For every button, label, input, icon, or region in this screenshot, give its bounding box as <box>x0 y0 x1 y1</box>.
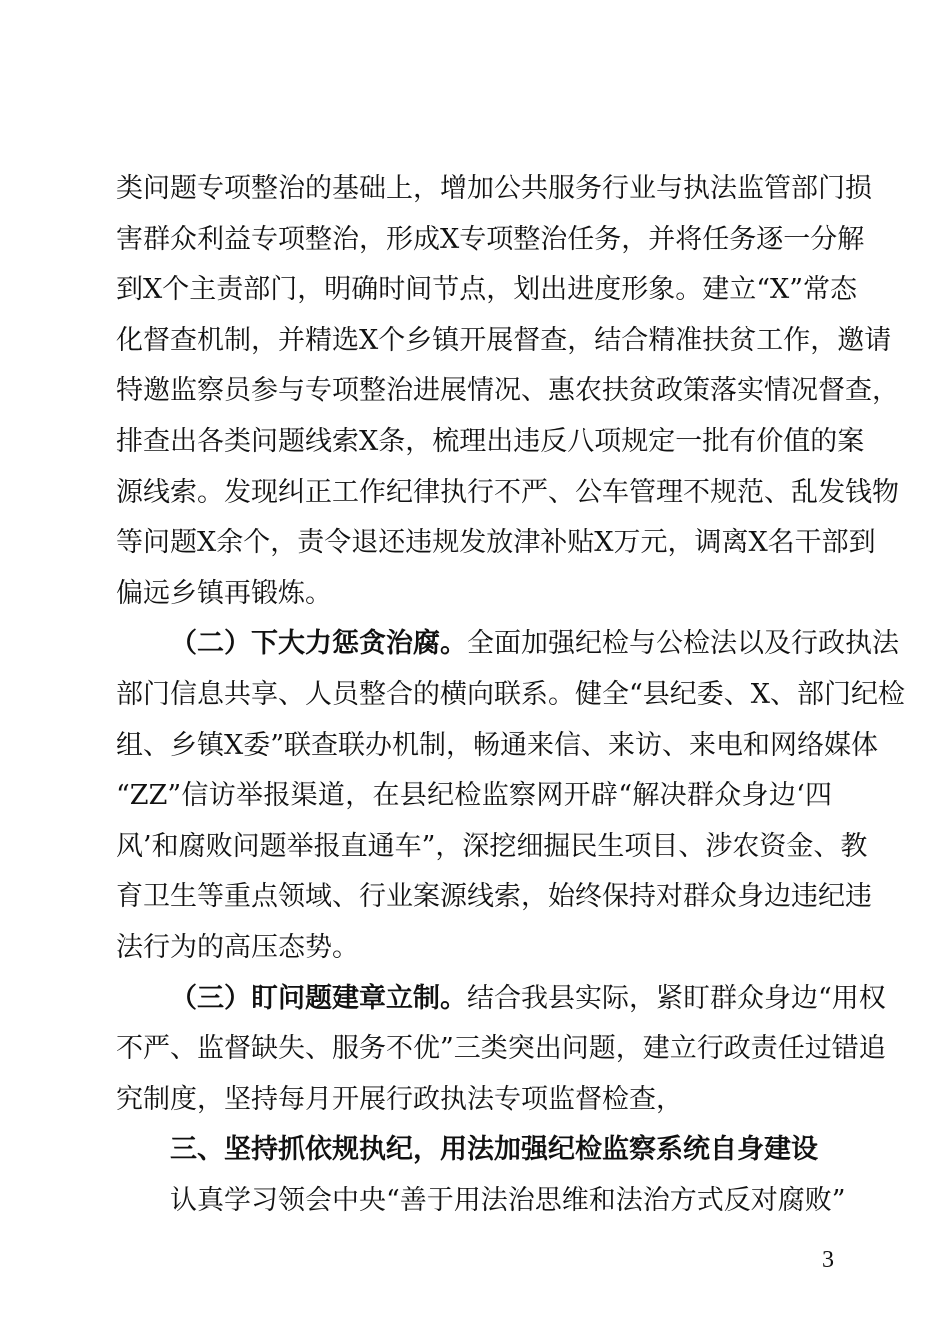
paragraph-line: 偏远乡镇再锻炼。 <box>116 577 332 609</box>
section-2-first-line <box>116 619 899 670</box>
paragraph-line: 究制度，坚持每月开展行政执法专项监督检查， <box>116 1083 683 1115</box>
paragraph-line: 排查出各类问题线索X条，梳理出违反八项规定一批有价值的案 <box>116 425 865 457</box>
section-2-first-line-text: 全面加强纪检与公检法以及行政执法 <box>467 628 899 660</box>
section-3-first-line <box>116 974 886 1025</box>
paragraph-line: 风’和腐败问题举报直通车”，深挖细掘民生项目、涉农资金、教 <box>116 830 868 862</box>
paragraph-line: 源线索。发现纠正工作纪律执行不严、公车管理不规范、乱发钱物 <box>116 476 899 508</box>
paragraph-line: 等问题X余个，责令退还违规发放津补贴X万元，调离X名干部到 <box>116 527 876 559</box>
section-heading: 三、坚持抓依规执纪，用法加强纪检监察系统自身建设 <box>170 1134 818 1166</box>
section-3-first-line-text: 结合我县实际，紧盯群众身边“用权 <box>467 982 886 1014</box>
paragraph-line: 害群众利益专项整治，形成X专项整治任务，并将任务逐一分解 <box>116 223 865 255</box>
page-number: 3 <box>822 1247 834 1273</box>
section-3-title: （三）盯问题建章立制。 <box>170 982 467 1014</box>
paragraph-line: 特邀监察员参与专项整治进展情况、惠农扶贫政策落实情况督查， <box>116 375 899 407</box>
paragraph-line: 类问题专项整治的基础上，增加公共服务行业与执法监管部门损 <box>116 173 872 204</box>
paragraph-line: 组、乡镇X委”联查联办机制，畅通来信、来访、来电和网络媒体 <box>116 729 879 761</box>
paragraph-line: 育卫生等重点领域、行业案源线索，始终保持对群众身边违纪违 <box>116 881 872 913</box>
paragraph-line: 部门信息共享、人员整合的横向联系。健全“县纪委、X、部门纪检 <box>116 678 906 710</box>
paragraph-line: 不严、监督缺失、服务不优”三类突出问题，建立行政责任过错追 <box>116 1033 886 1065</box>
document-body <box>116 164 906 1226</box>
paragraph-line: 到X个主责部门，明确时间节点，划出进度形象。建立“X”常态 <box>116 274 858 306</box>
paragraph-line: 认真学习领会中央“善于用法治思维和法治方式反对腐败” <box>170 1184 846 1216</box>
paragraph-line: 法行为的高压态势。 <box>116 931 359 963</box>
section-2-title: （二）下大力惩贪治腐。 <box>170 628 467 660</box>
paragraph-line: 化督查机制，并精选X个乡镇开展督查，结合精准扶贫工作，邀请 <box>116 324 892 356</box>
paragraph-line: “ZZ”信访举报渠道，在县纪检监察网开辟“解决群众身边‘四 <box>116 780 832 812</box>
